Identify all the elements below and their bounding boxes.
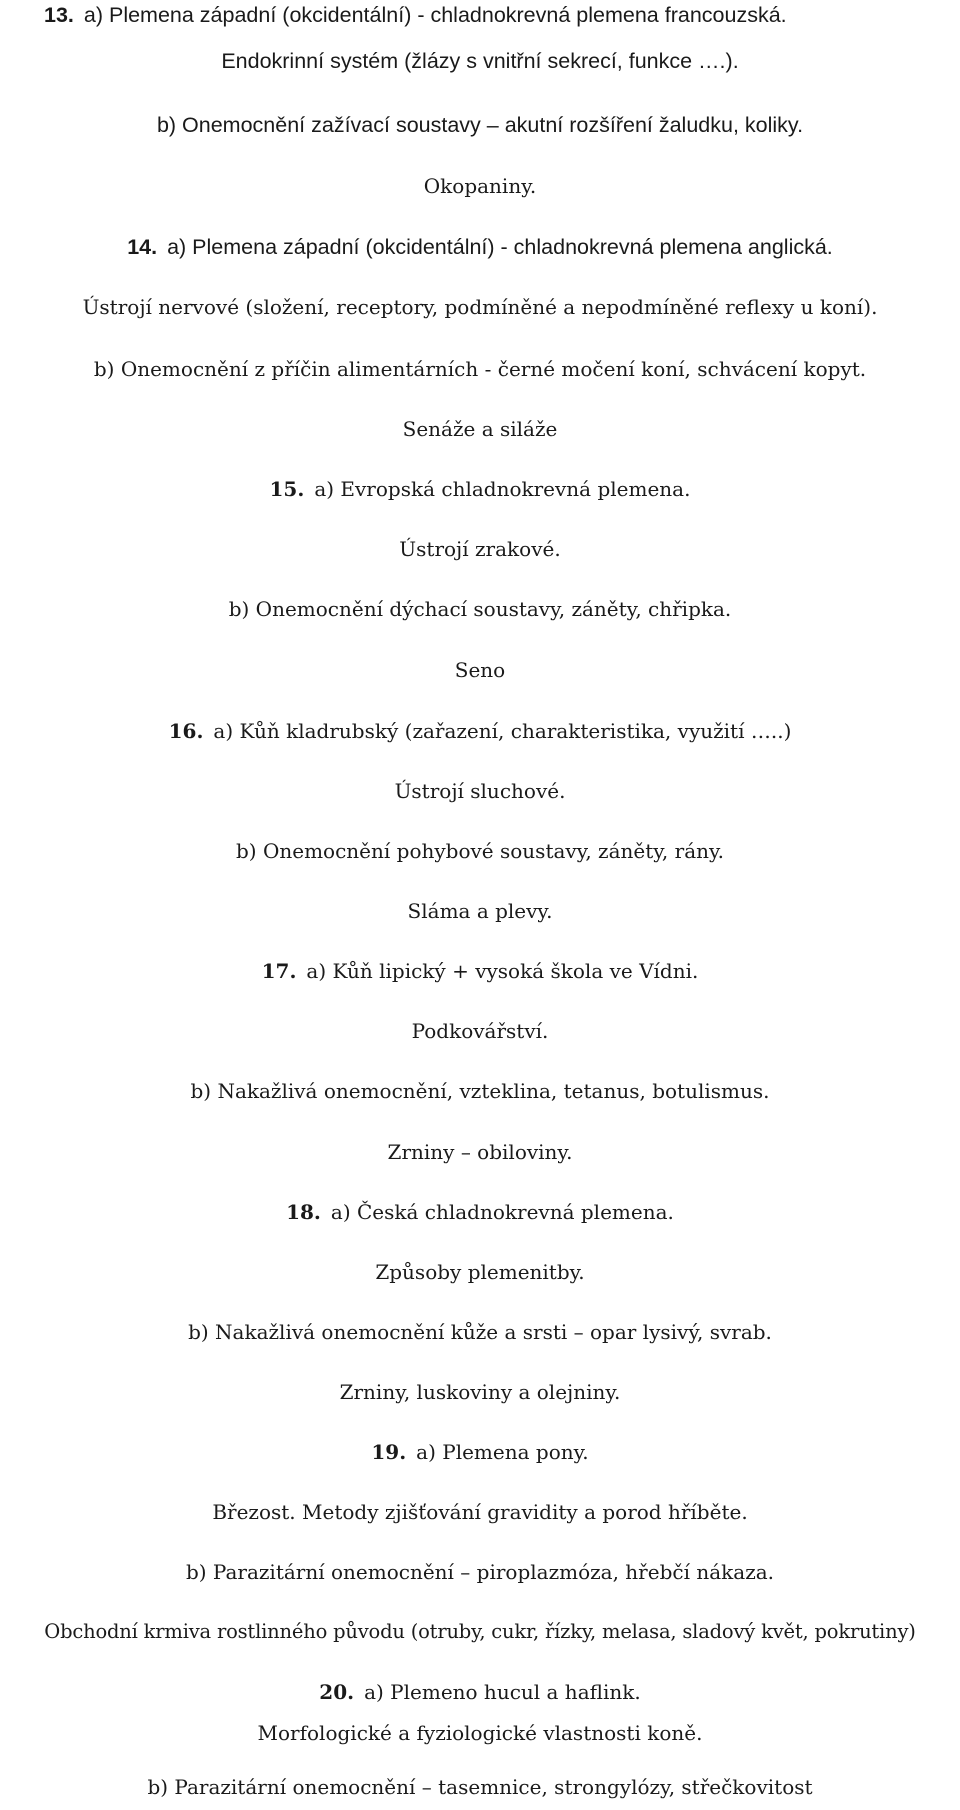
item-number: 15.	[269, 477, 305, 501]
item-13-topic-line	[0, 46, 960, 76]
item-topic: Ústrojí sluchové.	[394, 779, 566, 803]
item-14-feed-line	[0, 414, 960, 444]
item-number: 18.	[286, 1200, 321, 1224]
item-15-b-line	[0, 594, 960, 624]
item-17-a-line	[0, 956, 960, 986]
item-topic: Endokrinní systém (žlázy s vnitřní sekrecí, funkce ….).	[221, 49, 739, 73]
item-topic: Morfologické a fyziologické vlastnosti koně.	[257, 1721, 703, 1745]
item-part-a: a) Plemena západní (okcidentální) - chladnokrevná plemena anglická.	[167, 235, 833, 259]
item-feed: Senáže a siláže	[402, 417, 558, 441]
item-number: 16.	[168, 719, 204, 743]
item-16-topic-line	[0, 776, 960, 806]
item-18-a-line	[0, 1197, 960, 1227]
item-part-b: b) Nakažlivá onemocnění, vzteklina, tetanus, botulismus.	[190, 1079, 770, 1103]
item-19-feed-line	[0, 1617, 960, 1647]
item-20-b-line	[0, 1772, 960, 1802]
item-feed: Zrniny, luskoviny a olejniny.	[339, 1380, 621, 1404]
item-17-b-line	[0, 1076, 960, 1106]
item-part-b: b) Parazitární onemocnění – tasemnice, strongylózy, střečkovitost	[147, 1775, 813, 1799]
item-topic: Podkovářství.	[411, 1019, 549, 1043]
item-number: 19.	[371, 1440, 407, 1464]
item-17-feed-line	[0, 1137, 960, 1167]
item-18-b-line	[0, 1317, 960, 1347]
item-part-a: a) Plemeno hucul a haflink.	[364, 1680, 641, 1704]
item-number: 20.	[319, 1680, 355, 1704]
item-part-a: a) Plemena pony.	[416, 1440, 589, 1464]
item-15-a-line	[0, 474, 960, 504]
item-feed: Sláma a plevy.	[407, 899, 553, 923]
item-feed: Seno	[454, 658, 506, 682]
item-19-topic-line	[0, 1497, 960, 1527]
item-feed: Obchodní krmiva rostlinného původu (otruby, cukr, řízky, melasa, sladový květ, pokrutiny)	[44, 1620, 916, 1643]
item-16-a-line	[0, 716, 960, 746]
item-topic: Březost. Metody zjišťování gravidity a porod hříběte.	[212, 1500, 748, 1524]
item-14-topic-line	[0, 292, 960, 322]
item-number: 13.	[44, 3, 74, 27]
item-13-feed-line	[0, 171, 960, 201]
item-20-topic-line	[0, 1718, 960, 1748]
item-number: 17.	[261, 959, 297, 983]
item-15-feed-line	[0, 655, 960, 685]
item-part-b: b) Onemocnění zažívací soustavy – akutní rozšíření žaludku, koliky.	[156, 113, 804, 137]
item-19-a-line	[0, 1437, 960, 1467]
item-number: 14.	[127, 235, 158, 259]
item-feed: Zrniny – obiloviny.	[387, 1140, 573, 1164]
item-topic: Ústrojí zrakové.	[399, 537, 561, 561]
item-topic: Způsoby plemenitby.	[375, 1260, 585, 1284]
item-part-b: b) Onemocnění pohybové soustavy, záněty, rány.	[236, 839, 724, 863]
item-18-feed-line	[0, 1377, 960, 1407]
item-part-a: a) Kůň lipický + vysoká škola ve Vídni.	[306, 959, 699, 983]
item-16-b-line	[0, 836, 960, 866]
item-16-feed-line	[0, 896, 960, 926]
item-13-a-line	[44, 0, 924, 30]
item-17-topic-line	[0, 1016, 960, 1046]
item-topic: Ústrojí nervové (složení, receptory, podmíněné a nepodmíněné reflexy u koní).	[82, 295, 878, 319]
item-14-a-line	[0, 232, 960, 262]
item-part-a: a) Plemena západní (okcidentální) - chladnokrevná plemena francouzská.	[83, 3, 787, 27]
item-feed: Okopaniny.	[423, 174, 537, 198]
item-15-topic-line	[0, 534, 960, 564]
item-part-b: b) Onemocnění z příčin alimentárních - černé močení koní, schvácení kopyt.	[93, 357, 867, 381]
item-part-a: a) Česká chladnokrevná plemena.	[330, 1200, 674, 1224]
item-20-a-line	[0, 1677, 960, 1707]
item-part-b: b) Nakažlivá onemocnění kůže a srsti – opar lysivý, svrab.	[188, 1320, 772, 1344]
item-13-b-line	[0, 110, 960, 140]
item-part-a: a) Kůň kladrubský (zařazení, charakteristika, využití …..)	[213, 719, 792, 743]
item-part-b: b) Parazitární onemocnění – piroplazmóza, hřebčí nákaza.	[185, 1560, 775, 1584]
item-19-b-line	[0, 1557, 960, 1587]
item-part-a: a) Evropská chladnokrevná plemena.	[314, 477, 691, 501]
item-14-b-line	[0, 354, 960, 384]
item-part-b: b) Onemocnění dýchací soustavy, záněty, chřipka.	[228, 597, 732, 621]
item-18-topic-line	[0, 1257, 960, 1287]
